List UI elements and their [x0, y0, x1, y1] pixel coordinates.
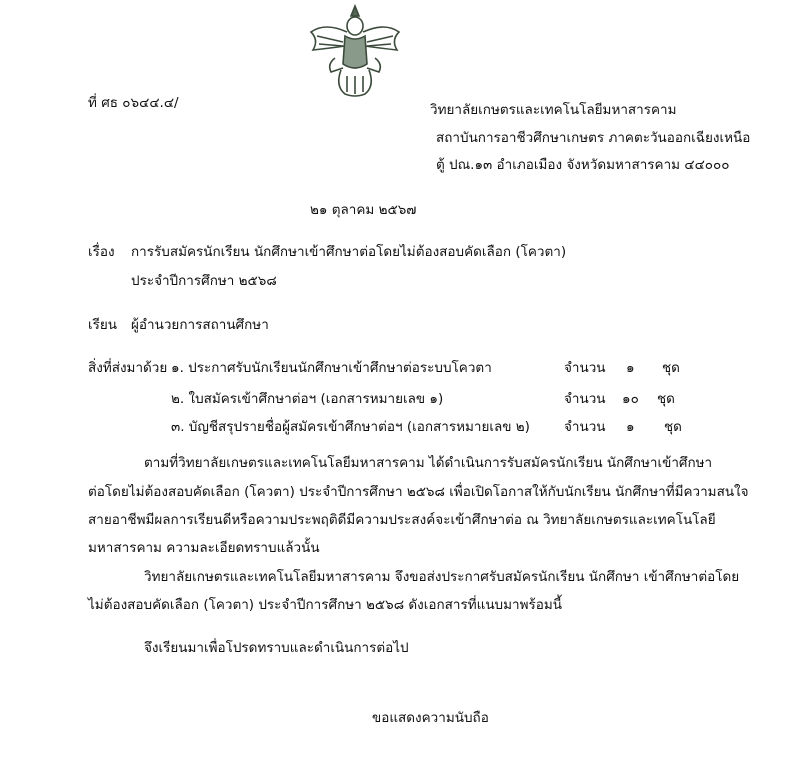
- enclosure-qty-label: จำนวน: [564, 419, 606, 435]
- closing-salutation: ขอแสดงความนับถือ: [372, 710, 489, 726]
- subject-label: เรื่อง: [88, 244, 115, 260]
- garuda-emblem-icon: [305, 2, 405, 98]
- body-paragraph-1-line: ต่อโดยไม่ต้องสอบคัดเลือก (โควตา) ประจำปีการศึกษา ๒๕๖๘ เพื่อเปิดโอกาสให้กับนักเรียน นักศึกษาที่มีความสนใจ: [88, 484, 749, 500]
- enclosure-text: ๒. ใบสมัครเข้าศึกษาต่อฯ (เอกสารหมายเลข ๑): [171, 391, 444, 407]
- recipient-label: เรียน: [88, 317, 118, 333]
- enclosure-text: ๓. บัญชีสรุปรายชื่อผู้สมัครเข้าศึกษาต่อฯ (เอกสารหมายเลข ๒): [171, 419, 530, 435]
- enclosure-qty-label: จำนวน: [564, 391, 606, 407]
- body-paragraph-2-line: ไม่ต้องสอบคัดเลือก (โควตา) ประจำปีการศึกษา ๒๕๖๘ ดังเอกสารที่แนบมาพร้อมนี้: [88, 597, 562, 613]
- subject-line-2: ประจำปีการศึกษา ๒๕๖๘: [131, 273, 277, 289]
- org-affiliation: สถาบันการอาชีวศึกษาเกษตร ภาคตะวันออกเฉียงเหนือ: [436, 130, 751, 146]
- body-paragraph-3: จึงเรียนมาเพื่อโปรดทราบและดำเนินการต่อไป: [144, 640, 409, 656]
- enclosure-qty: ๑: [626, 419, 635, 435]
- body-paragraph-1-line: สายอาชีพมีผลการเรียนดีหรือความประพฤติดีมีความประสงค์จะเข้าศึกษาต่อ ณ วิทยาลัยเกษตรและเทคโนโลยี: [88, 512, 716, 528]
- org-name: วิทยาลัยเกษตรและเทคโนโลยีมหาสารคาม: [430, 102, 677, 118]
- body-paragraph-1-line: ตามที่วิทยาลัยเกษตรและเทคโนโลยีมหาสารคาม ได้ดำเนินการรับสมัครนักเรียน นักศึกษาเข้าศึกษา: [144, 455, 713, 471]
- reference-number: ที่ ศธ ๐๖๔๔.๔/: [88, 95, 179, 111]
- recipient: ผู้อำนวยการสถานศึกษา: [131, 317, 269, 333]
- enclosure-qty: ๑: [626, 360, 635, 376]
- enclosures-label: สิ่งที่ส่งมาด้วย: [88, 360, 168, 376]
- enclosure-qty: ๑๐: [622, 391, 639, 407]
- enclosure-qty-label: จำนวน: [564, 360, 606, 376]
- enclosure-text: ๑. ประกาศรับนักเรียนนักศึกษาเข้าศึกษาต่อระบบโควตา: [171, 360, 492, 376]
- subject-line-1: การรับสมัครนักเรียน นักศึกษาเข้าศึกษาต่อโดยไม่ต้องสอบคัดเลือก (โควตา): [131, 244, 567, 260]
- body-paragraph-1-line: มหาสารคาม ความละเอียดทราบแล้วนั้น: [88, 540, 320, 556]
- enclosure-unit: ชุด: [657, 391, 675, 407]
- enclosure-unit: ชุด: [662, 360, 680, 376]
- org-address: ตู้ ปณ.๑๓ อำเภอเมือง จังหวัดมหาสารคาม ๔๔๐๐๐: [436, 157, 730, 173]
- enclosure-unit: ชุด: [664, 419, 682, 435]
- letter-date: ๒๑ ตุลาคม ๒๕๖๗: [310, 202, 417, 218]
- body-paragraph-2-line: วิทยาลัยเกษตรและเทคโนโลยีมหาสารคาม จึงขอส่งประกาศรับสมัครนักเรียน นักศึกษา เข้าศึกษาต่อโดย: [144, 569, 740, 585]
